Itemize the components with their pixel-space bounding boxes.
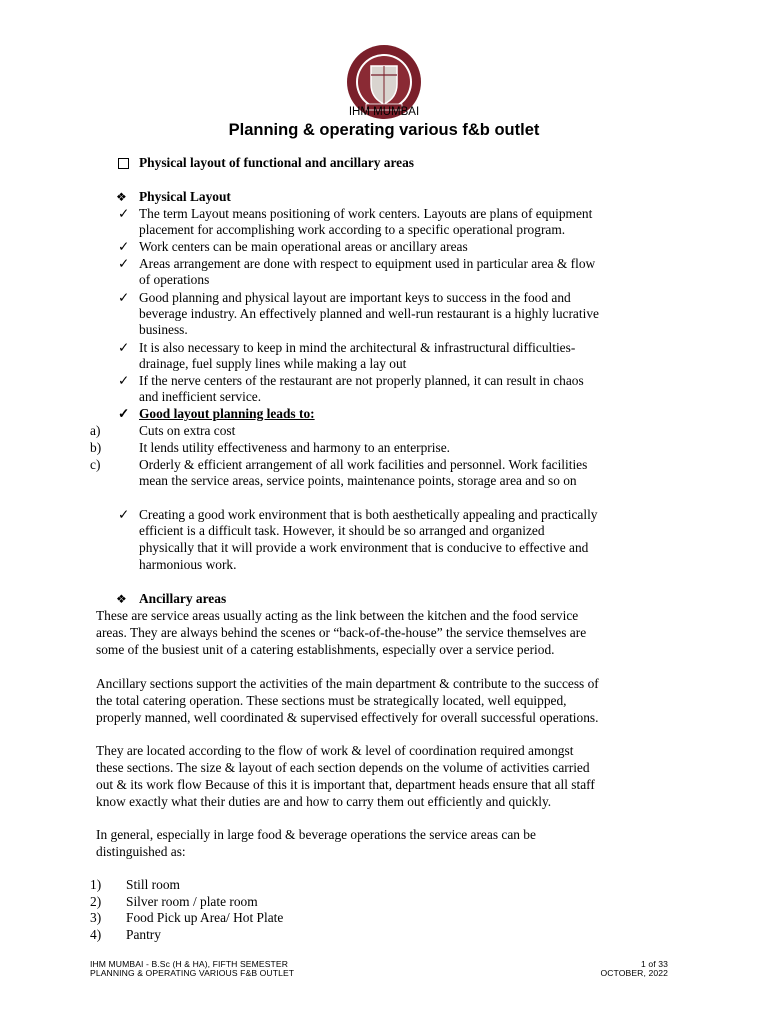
- bullet-line: physically that it will provide a work environment that is conducive to effective and: [139, 540, 589, 555]
- bullet-line: Work centers can be main operational areas or ancillary areas: [139, 239, 468, 254]
- check-bullet-icon: ✓: [118, 239, 130, 254]
- list-item: Pantry: [126, 927, 161, 942]
- footer-page-number: 1 of 33: [641, 959, 668, 969]
- leads-to-heading: Good layout planning leads to:: [139, 406, 315, 421]
- footer-left-line2: PLANNING & OPERATING VARIOUS F&B OUTLET: [90, 968, 295, 978]
- physical-layout-heading: Physical Layout: [139, 189, 231, 204]
- bullet-line: and inefficient service.: [139, 389, 262, 404]
- check-bullet-icon: ✓: [118, 507, 130, 522]
- check-bullet-icon: ✓: [118, 406, 130, 421]
- list-item: Orderly & efficient arrangement of all work facilities and personnel. Work facilities: [139, 457, 588, 472]
- section-heading: Physical layout of functional and ancillary areas: [139, 155, 415, 170]
- list-item: Still room: [126, 877, 180, 892]
- paragraph-line: properly manned, well coordinated & supervised effectively for overall successful operations.: [96, 710, 599, 725]
- paragraph-line: know exactly what their duties are and how to carry them out efficiently and quickly.: [96, 794, 552, 809]
- list-item: Silver room / plate room: [126, 894, 258, 909]
- list-label: a): [90, 423, 101, 438]
- check-bullet-icon: ✓: [118, 373, 130, 388]
- list-number: 4): [90, 927, 102, 942]
- list-item: mean the service areas, service points, maintenance points, storage area and so on: [139, 473, 577, 488]
- bullet-line: Good planning and physical layout are important keys to success in the food and: [139, 290, 571, 305]
- check-bullet-icon: ✓: [118, 256, 130, 271]
- bullet-line: efficient is a difficult task. However, it should be so arranged and organized: [139, 523, 545, 538]
- ancillary-heading: Ancillary areas: [139, 591, 227, 606]
- paragraph-line: the total catering operation. These sections must be strategically located, well equipped,: [96, 693, 567, 708]
- diamond-bullet-icon: ❖: [116, 190, 127, 204]
- bullet-line: placement for accomplishing work according to a specific operational program.: [139, 222, 566, 237]
- footer-date: OCTOBER, 2022: [600, 968, 668, 978]
- list-label: b): [90, 440, 102, 455]
- bullet-line: It is also necessary to keep in mind the architectural & infrastructural difficulties-: [139, 340, 576, 355]
- diamond-bullet-icon: ❖: [116, 592, 127, 606]
- list-item: Food Pick up Area/ Hot Plate: [126, 910, 284, 925]
- paragraph-line: These are service areas usually acting as the link between the kitchen and the food service: [96, 608, 579, 623]
- bullet-line: of operations: [139, 272, 210, 287]
- list-number: 3): [90, 910, 102, 925]
- footer-left-line1: IHM MUMBAI - B.Sc (H & HA), FIFTH SEMESTER: [90, 959, 289, 969]
- bullet-line: business.: [139, 322, 188, 337]
- bullet-line: If the nerve centers of the restaurant are not properly planned, it can result in chaos: [139, 373, 584, 388]
- list-number: 2): [90, 894, 102, 909]
- bullet-line: beverage industry. An effectively planned and well-run restaurant is a highly lucrative: [139, 306, 599, 321]
- paragraph-line: In general, especially in large food & beverage operations the service areas can be: [96, 827, 536, 842]
- checkbox-bullet-icon: [118, 158, 129, 169]
- document-title: Planning & operating various f&b outlet: [228, 121, 540, 139]
- bullet-line: Areas arrangement are done with respect to equipment used in particular area & flow: [139, 256, 596, 271]
- bullet-line: The term Layout means positioning of work centers. Layouts are plans of equipment: [139, 206, 593, 221]
- check-bullet-icon: ✓: [118, 206, 130, 221]
- organization-name: IHM MUMBAI: [348, 106, 420, 118]
- bullet-line: Creating a good work environment that is both aesthetically appealing and practically: [139, 507, 598, 522]
- list-number: 1): [90, 877, 102, 892]
- list-label: c): [90, 457, 101, 472]
- paragraph-line: these sections. The size & layout of each section depends on the volume of activities carried: [96, 760, 590, 775]
- list-item: It lends utility effectiveness and harmony to an enterprise.: [139, 440, 450, 455]
- bullet-line: harmonious work.: [139, 557, 237, 572]
- bullet-line: drainage, fuel supply lines while making a lay out: [139, 356, 407, 371]
- paragraph-line: areas. They are always behind the scenes or “back-of-the-house” the service themselves are: [96, 625, 587, 640]
- paragraph-line: They are located according to the flow of work & level of coordination required amongst: [96, 743, 574, 758]
- list-item: Cuts on extra cost: [139, 423, 236, 438]
- paragraph-line: out & its work flow Because of this it is important that, department heads ensure that all staff: [96, 777, 595, 792]
- check-bullet-icon: ✓: [118, 290, 130, 305]
- check-bullet-icon: ✓: [118, 340, 130, 355]
- paragraph-line: distinguished as:: [96, 844, 186, 859]
- paragraph-line: Ancillary sections support the activities of the main department & contribute to the success of: [96, 676, 599, 691]
- paragraph-line: some of the busiest unit of a catering establishments, especially over a service period.: [96, 642, 555, 657]
